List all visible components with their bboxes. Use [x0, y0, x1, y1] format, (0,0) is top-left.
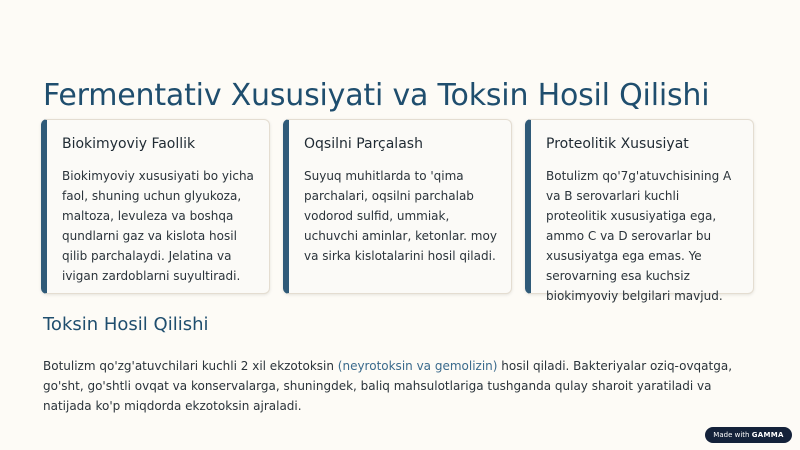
card-title: Oqsilni Parçalash — [304, 136, 423, 152]
paragraph-text-start: Botulizm qo'zg'atuvchilari kuchli 2 xil ekzotoksin — [43, 359, 338, 373]
made-with-gamma-badge[interactable] — [705, 427, 792, 443]
card-proteolitik-xususiyat — [525, 119, 754, 303]
card-body: Suyuq muhitlarda to 'qima parchalari, oqsilni parchalab vodorod sulfid, ummiak, uchuvchi aminlar, ketonlar. moy va sirka kislotalarini hosil qiladi. — [304, 169, 497, 263]
card-body: Biokimyoviy xususiyati bo yicha faol, shuning uchun glyukoza, maltoza, levuleza va boshqa qundlarni gaz va kislota hosil qilib parchalaydi. Jelatina va ivigan zardoblarni suyultiradi. — [62, 169, 254, 283]
card-body: Botulizm qo'7g'atuvchisining A va B serovarlari kuchli proteolitik xususiyatiga ega, ammo C va D serovarlar bu xususiyatga ega emas. Ye serovarning esa kuchsiz biokimyoviy belgilari mavjud. — [546, 169, 732, 303]
card-biokimyoviy-faollik — [41, 119, 270, 294]
card-title: Proteolitik Xususiyat — [546, 136, 689, 152]
section-paragraph — [43, 356, 763, 416]
badge-prefix: Made with — [713, 431, 750, 439]
section-title: Toksin Hosil Qilishi — [43, 314, 209, 335]
page-title: Fermentativ Xususiyati va Toksin Hosil Qilishi — [43, 78, 710, 114]
badge-brand: GAMMA — [751, 431, 784, 439]
paragraph-text-end: hosil qiladi. Bakteriyalar oziq-ovqatga, go'sht, go'shtli ovqat va konservalarga, shuningdek, baliq mahsulotlariga tushganda qulay sharoit yaratiladi va natijada ko'p miqdorda ekzotoksin ajraladi. — [43, 359, 733, 413]
paragraph-highlight: (neyrotoksin va gemolizin) — [337, 359, 498, 373]
card-title: Biokimyoviy Faollik — [62, 136, 196, 152]
card-oqsilni-parchalash — [283, 119, 512, 294]
